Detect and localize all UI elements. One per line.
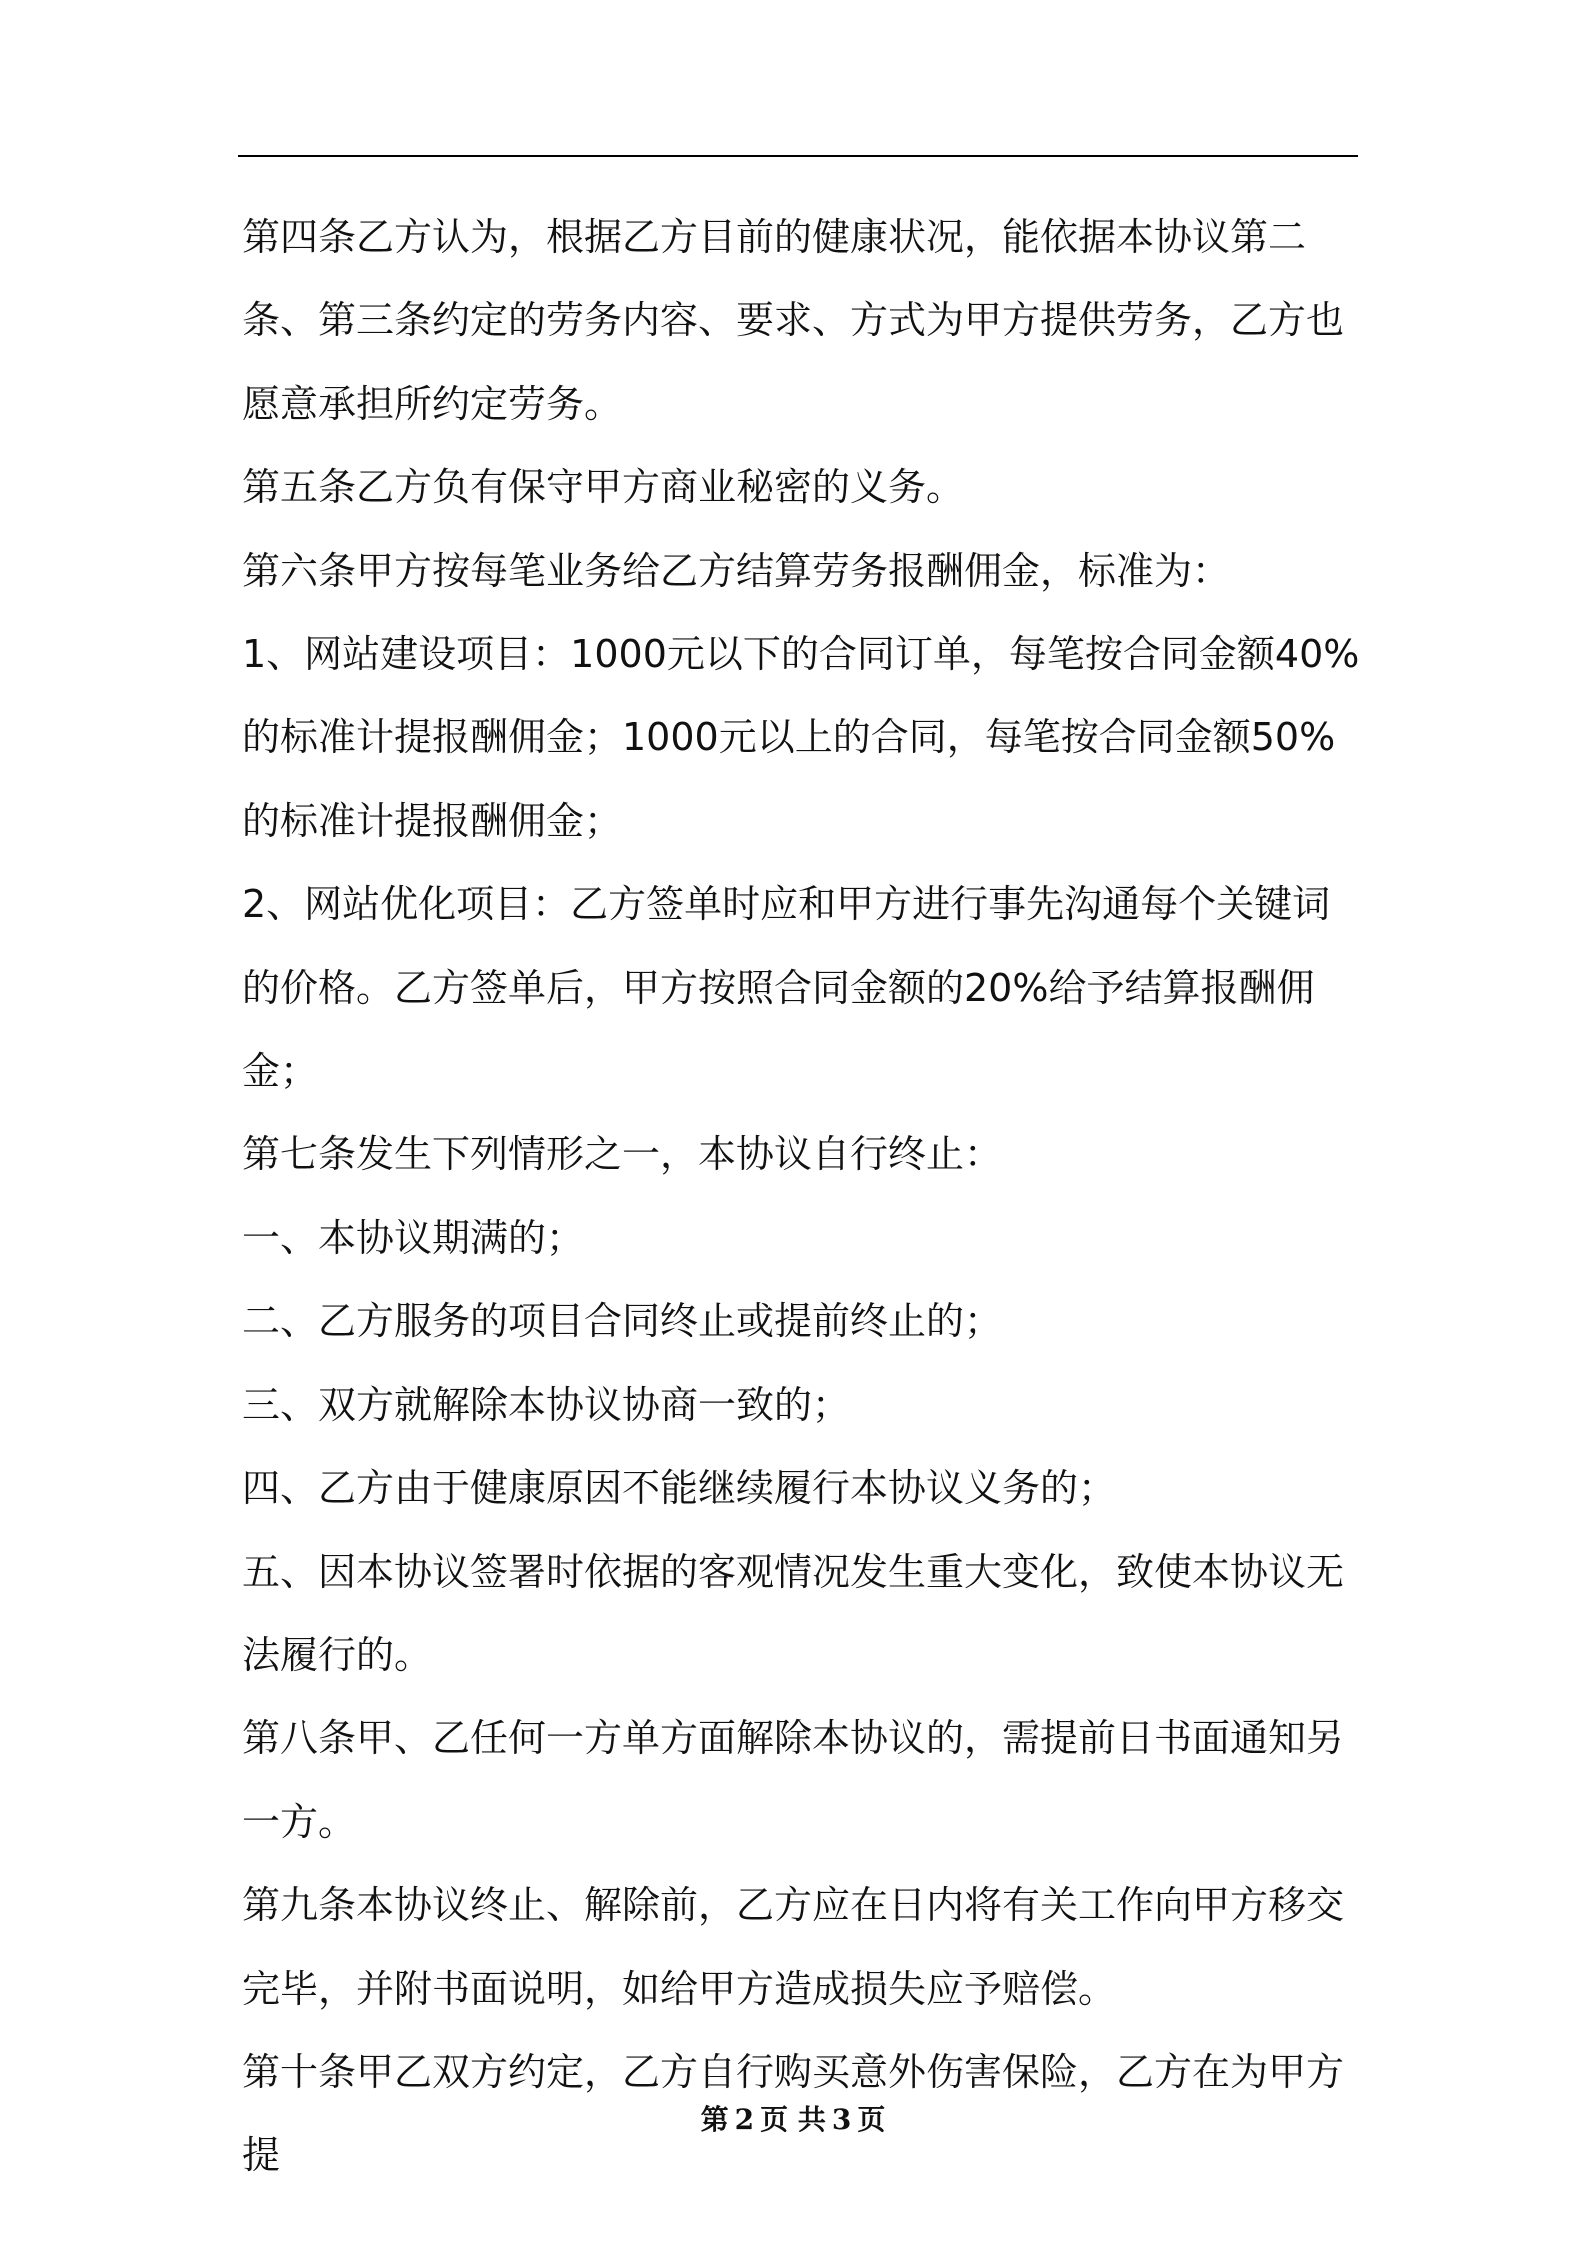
- paragraph-article-6: 第六条甲方按每笔业务给乙方结算劳务报酬佣金，标准为：: [242, 548, 1231, 593]
- paragraph-article-5: 第五条乙方负有保守甲方商业秘密的义务。: [242, 465, 965, 510]
- paragraph-case-3: 三、双方就解除本协议协商一致的；: [242, 1382, 851, 1427]
- paragraph-article-8: 第八条甲、乙任何一方单方面解除本协议的，需提前日书面通知另一方。: [242, 1716, 1345, 1844]
- document-body: [242, 196, 1362, 2198]
- paragraph-case-1: 一、本协议期满的；: [242, 1215, 585, 1260]
- paragraph-case-2: 二、乙方服务的项目合同终止或提前终止的；: [242, 1299, 1003, 1344]
- paragraph-article-9: 第九条本协议终止、解除前，乙方应在日内将有关工作向甲方移交完毕，并附书面说明，如给甲方造成损失应予赔偿。: [242, 1883, 1345, 2011]
- paragraph-article-4: 第四条乙方认为，根据乙方目前的健康状况，能依据本协议第二条、第三条约定的劳务内容、要求、方式为甲方提供劳务，乙方也愿意承担所约定劳务。: [242, 215, 1345, 426]
- paragraph-article-7: 第七条发生下列情形之一，本协议自行终止：: [242, 1132, 1003, 1177]
- page-label-suffix: 页: [857, 2103, 886, 2136]
- paragraph-item-1: 1、网站建设项目：1000元以下的合同订单，每笔按合同金额40%的标准计提报酬佣金；1000元以上的合同，每笔按合同金额50%的标准计提报酬佣金；: [242, 632, 1360, 843]
- paragraph-case-5: 五、因本协议签署时依据的客观情况发生重大变化，致使本协议无法履行的。: [242, 1549, 1345, 1677]
- current-page-number: 2: [734, 2103, 755, 2136]
- page-label-mid: 页 共: [760, 2103, 826, 2136]
- paragraph-item-2: 2、网站优化项目：乙方签单时应和甲方进行事先沟通每个关键词的价格。乙方签单后，甲方按照合同金额的20%给予结算报酬佣金；: [242, 882, 1331, 1094]
- header-divider: [238, 155, 1358, 157]
- page-footer: [0, 2098, 1586, 2138]
- page-label-prefix: 第: [700, 2103, 729, 2136]
- paragraph-article-10: 第十条甲乙双方约定，乙方自行购买意外伤害保险，乙方在为甲方提: [242, 2049, 1345, 2178]
- total-pages-number: 3: [831, 2103, 852, 2136]
- paragraph-case-4: 四、乙方由于健康原因不能继续履行本协议义务的；: [242, 1466, 1117, 1511]
